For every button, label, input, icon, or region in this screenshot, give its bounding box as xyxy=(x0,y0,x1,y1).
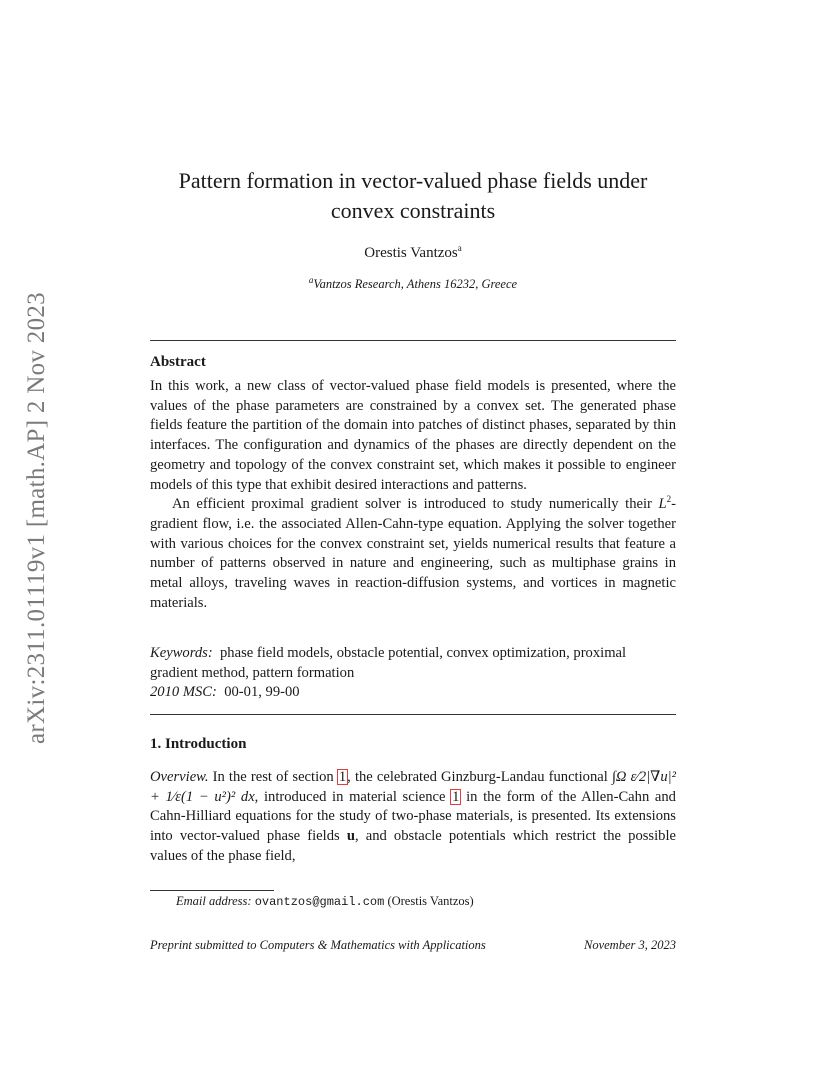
keywords-text: phase field models, obstacle potential, convex optimization, proximal gradient method, pattern formation xyxy=(150,645,627,681)
affiliation xyxy=(150,274,676,292)
top-rule xyxy=(150,340,676,341)
abstract-body xyxy=(150,377,676,613)
title-line-1: Pattern formation in vector-valued phase fields under xyxy=(178,168,648,193)
keywords-label: Keywords: xyxy=(150,645,213,661)
title-line-2: convex constraints xyxy=(330,198,496,223)
keywords-line xyxy=(150,644,676,683)
section-ref-link[interactable]: 1 xyxy=(338,769,347,785)
bottom-rule xyxy=(150,714,676,715)
section-heading-introduction: 1. Introduction xyxy=(150,736,247,752)
msc-label: 2010 MSC: xyxy=(150,684,217,701)
affil-mark: a xyxy=(308,274,314,285)
author xyxy=(150,245,676,262)
introduction-paragraph: Overview. In the rest of section 1, the celebrated Ginzburg-Landau functional ∫Ω ε⁄2|∇u|² + 1⁄ε(1 − u²)² dx, introduced in material science 1 in the form of the Allen-Cahn and Cahn-Hilliard equations for the study of two-phase materials, is presented. Its extensions into vector-valued phase fields u, and obstacle potentials which restrict the possible values of the phase field, xyxy=(150,769,676,864)
footnote xyxy=(176,894,474,909)
abstract-paragraph-2: An efficient proximal gradient solver is introduced to study numerically their $L^2$-gradient flow, i.e. the associated Allen-Cahn-type equation. Applying the solver together with various choices for the convex constraint set, yields numerical results that feature a number of patterns observed in nature and engineering, such as multiphase grains in metal alloys, traveling waves in reaction-diffusion systems, and vortices in magnetic materials. xyxy=(150,494,676,611)
keywords-block xyxy=(150,644,676,703)
arxiv-identifier: arXiv:2311.01119v1 [math.AP] 2 Nov 2023 xyxy=(23,292,50,744)
preprint-date: November 3, 2023 xyxy=(584,938,676,952)
citation-link[interactable]: 1 xyxy=(452,788,460,805)
overview-label: Overview. xyxy=(150,769,209,785)
msc-line xyxy=(150,683,676,703)
author-name: Orestis Vantzos xyxy=(364,245,458,261)
author-affil-mark: a xyxy=(457,243,462,253)
abstract-paragraph-1: In this work, a new class of vector-valued phase field models is presented, where the values of the phase parameters are constrained by a convex set. The generated phase fields feature the partition of the domain into patches of distinct phases, separated by thin interfaces. The configuration and dynamics of the phases are directly dependent on the geometry and topology of the convex constraint set, which makes it possible to engineer models of this type that exhibit desired interactions and patterns. xyxy=(150,378,676,493)
affiliation-text: Vantzos Research, Athens 16232, Greece xyxy=(313,277,518,291)
paper-title xyxy=(150,166,676,226)
ginzburg-landau-formula: ∫Ω ε⁄2|∇u|² + 1⁄ε(1 − u²)² dx xyxy=(150,769,676,805)
email-label: Email address: xyxy=(176,894,252,908)
abstract-heading: Abstract xyxy=(150,354,206,370)
msc-text: 00-01, 99-00 xyxy=(224,684,300,701)
email-owner: (Orestis Vantzos) xyxy=(387,894,474,908)
preprint-note: Preprint submitted to Computers & Mathematics with Applications xyxy=(150,938,486,952)
email-address[interactable]: ovantzos@gmail.com xyxy=(254,895,385,909)
footnote-rule xyxy=(150,890,274,891)
bold-u: u xyxy=(346,828,355,845)
